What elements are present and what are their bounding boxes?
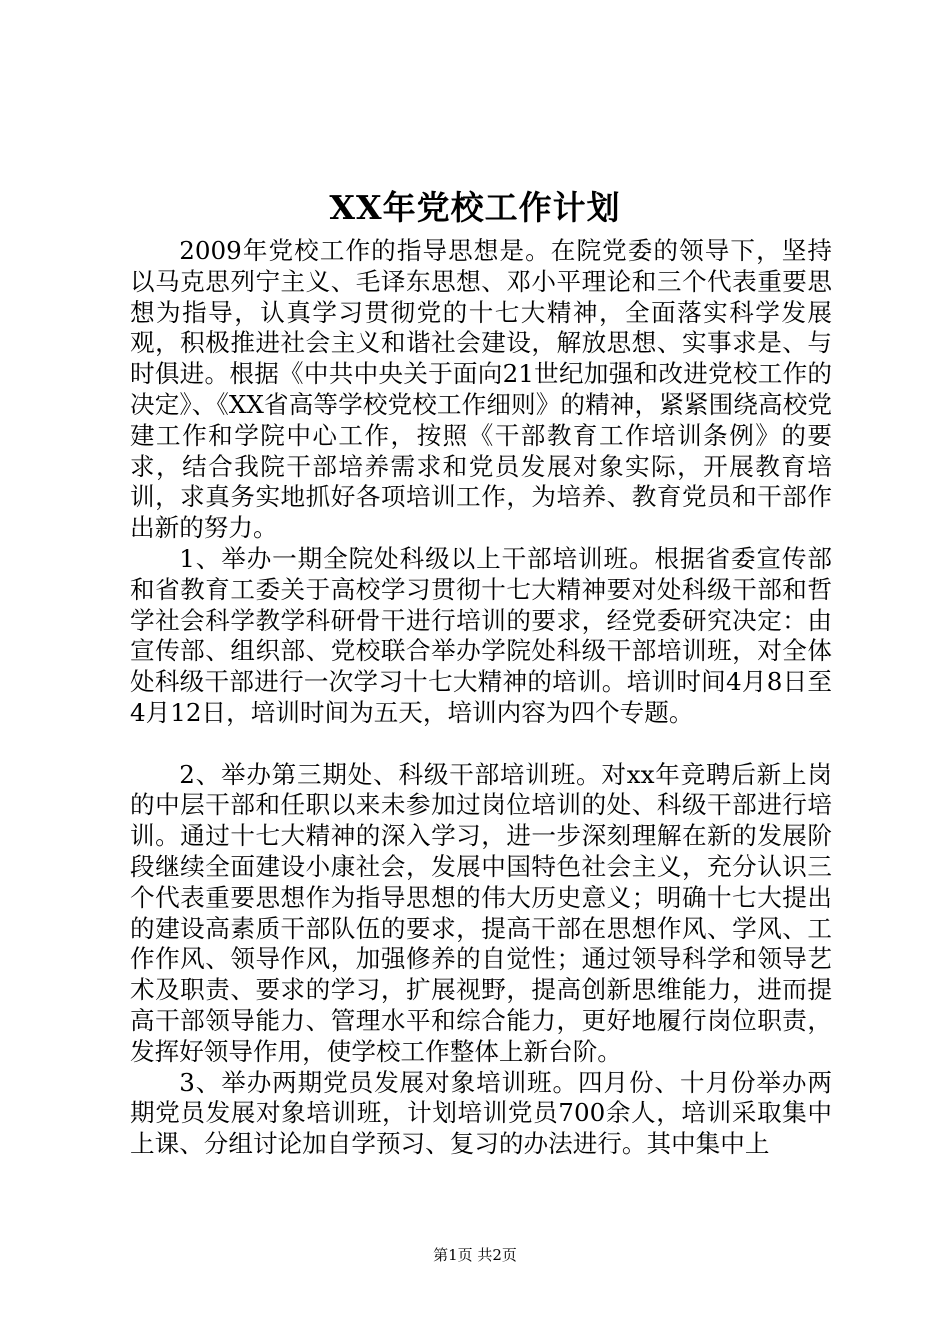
paragraph-item-1: 1、举办一期全院处科级以上干部培训班。根据省委宣传部和省教育工委关于高校学习贯彻十七大精神要对处科级干部和哲学社会科学教学科研骨干进行培训的要求，经党委研究决定：由宣传部、组织部、党校联合举办学院处科级干部培训班，对全体处科级干部进行一次学习十七大精神的培训。培训时间4月8日至4月12日，培训时间为五天，培训内容为四个专题。 xyxy=(130,543,832,727)
paragraph-item-2: 2、举办第三期处、科级干部培训班。对xx年竞聘后新上岗的中层干部和任职以来未参加过岗位培训的处、科级干部进行培训。通过十七大精神的深入学习，进一步深刻理解在新的发展阶段继续全面建设小康社会，发展中国特色社会主义，充分认识三个代表重要思想作为指导思想的伟大历史意义；明确十七大提出的建设高素质干部队伍的要求，提高干部在思想作风、学风、工作作风、领导作风，加强修养的自觉性；通过领导科学和领导艺术及职责、要求的学习，扩展视野，提高创新思维能力，进而提高干部领导能力、管理水平和综合能力，更好地履行岗位职责，发挥好领导作用，使学校工作整体上新台阶。 xyxy=(130,759,832,1066)
document-title: XX年党校工作计划 xyxy=(329,188,621,227)
paragraph-guiding-ideology: 2009年党校工作的指导思想是。在院党委的领导下，坚持以马克思列宁主义、毛译东思想、邓小平理论和三个代表重要思想为指导，认真学习贯彻党的十七大精神，全面落实科学发展观，积极推进社会主义和谐社会建设，解放思想、实事求是、与时俱进。根据《中共中央关于面向21世纪加强和改进党校工作的决定》、《XX省高等学校党校工作细则》的精神，紧紧围绕高校党建工作和学院中心工作，按照《干部教育工作培训条例》的要求，结合我院干部培养需求和党员发展对象实际，开展教育培训，求真务实地抓好各项培训工作，为培养、教育党员和干部作出新的努力。 xyxy=(130,236,832,543)
paragraph-spacer xyxy=(130,729,832,760)
page-number-footer: 第1页 共2页 xyxy=(433,1246,517,1264)
paragraph-item-3: 3、举办两期党员发展对象培训班。四月份、十月份举办两期党员发展对象培训班，计划培训党员700余人，培训采取集中上课、分组讨论加自学预习、复习的办法进行。其中集中上 xyxy=(130,1067,832,1159)
document-body xyxy=(130,236,832,1160)
